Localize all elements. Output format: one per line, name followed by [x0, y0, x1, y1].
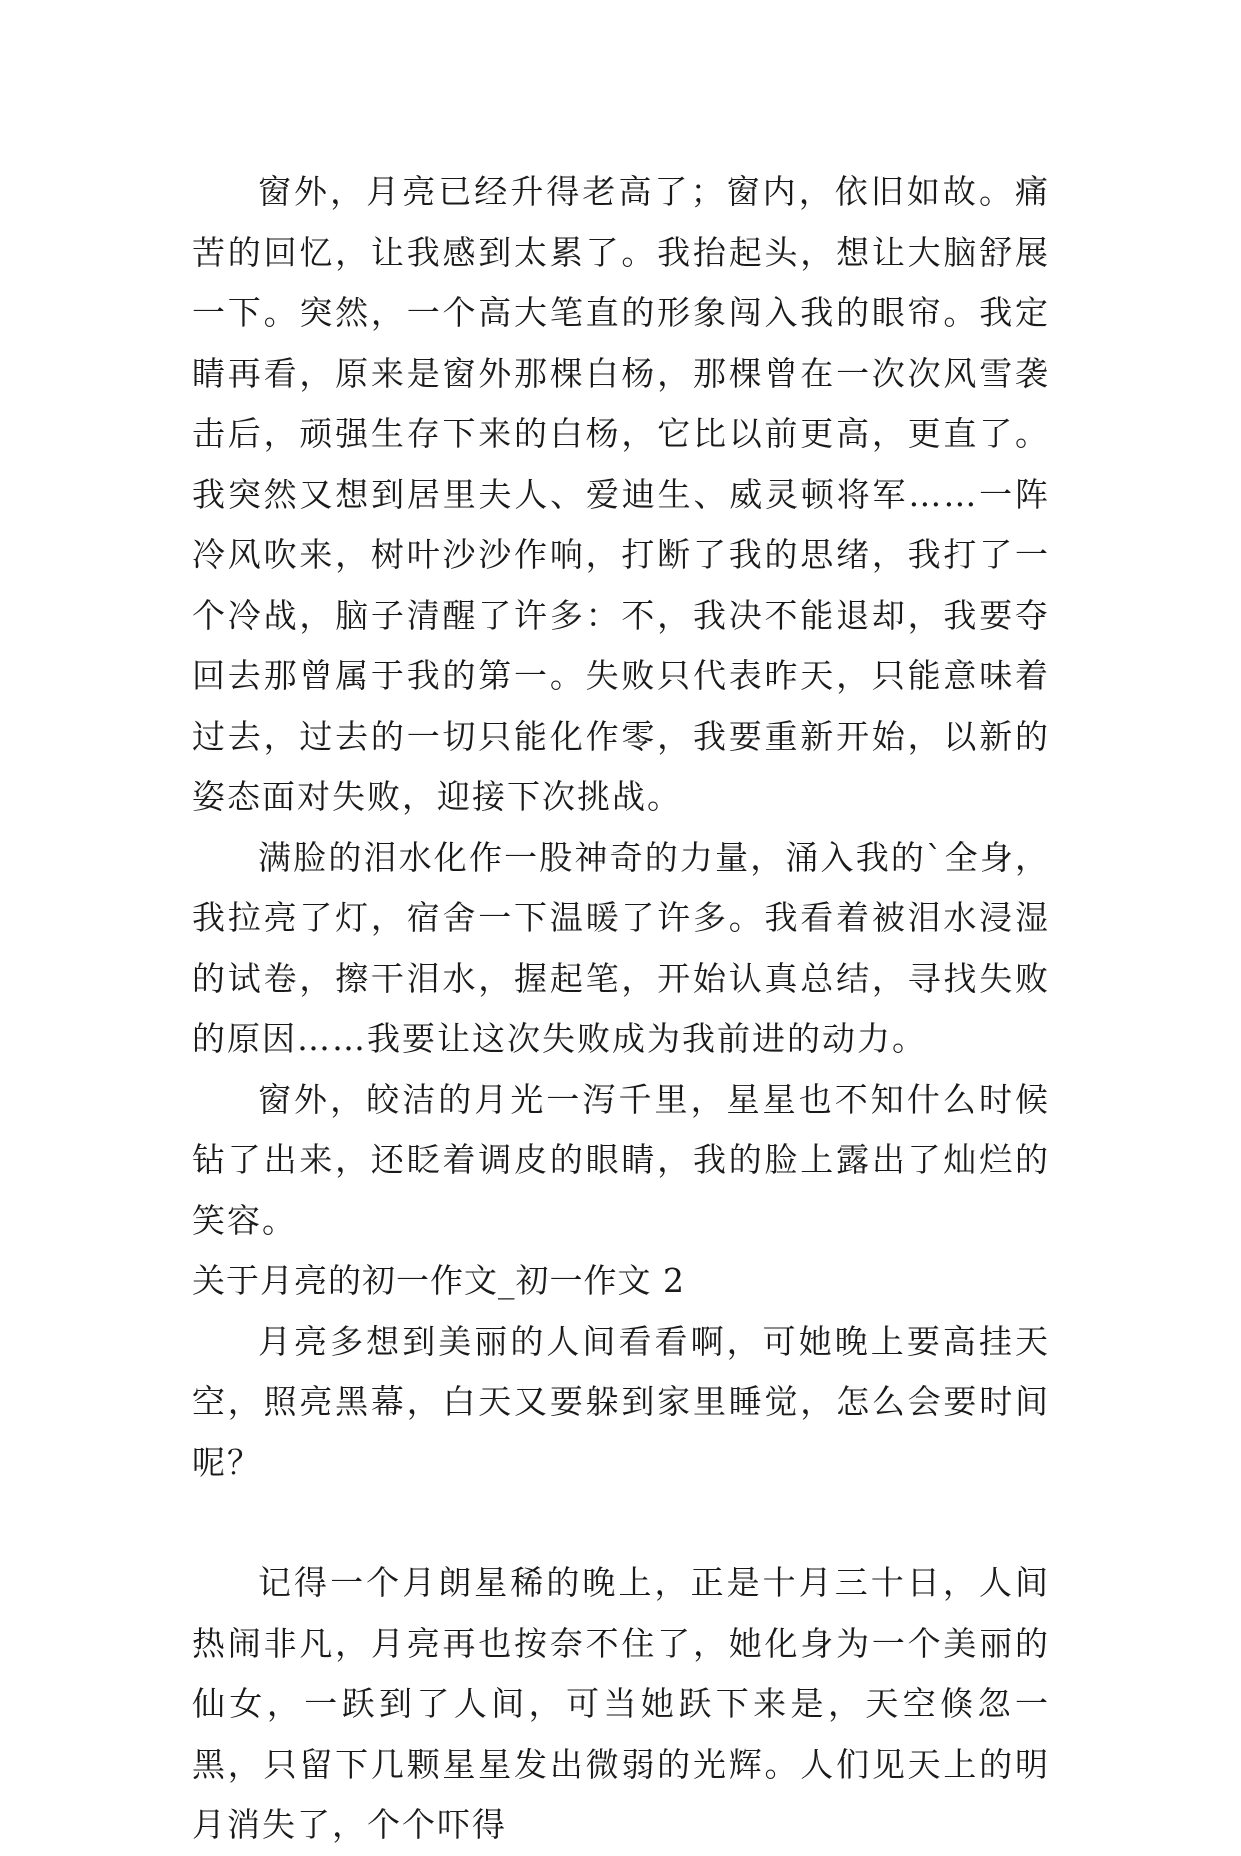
- paragraph-tears-power: 满脸的泪水化作一股神奇的力量，涌入我的`全身，我拉亮了灯，宿舍一下温暖了许多。我看着被泪水浸湿的试卷，擦干泪水，握起笔，开始认真总结，寻找失败的原因……我要让这次失败成为我前进的动力。: [192, 837, 1050, 1058]
- blank-line: [192, 1493, 1050, 1553]
- section-heading: 关于月亮的初一作文_初一作文 2: [192, 1261, 685, 1300]
- paragraph-moonlight: 窗外，皎洁的月光一泻千里，星星也不知什么时候钻了出来，还眨着调皮的眼睛，我的脸上露出了灿烂的笑容。: [192, 1079, 1050, 1240]
- document-body: [192, 162, 1050, 1856]
- paragraph-moon-wish: 月亮多想到美丽的人间看看啊，可她晚上要高挂天空，照亮黑幕，白天又要躲到家里睡觉，怎么会要时间呢？: [192, 1321, 1050, 1482]
- paragraph-window-outside: 窗外，月亮已经升得老高了；窗内，依旧如故。痛苦的回忆，让我感到太累了。我抬起头，想让大脑舒展一下。突然，一个高大笔直的形象闯入我的眼帘。我定睛再看，原来是窗外那棵白杨，那棵曾在一次次风雪袭击后，顽强生存下来的白杨，它比以前更高，更直了。我突然又想到居里夫人、爱迪生、威灵顿将军……一阵冷风吹来，树叶沙沙作响，打断了我的思绪，我打了一个冷战，脑子清醒了许多：不，我决不能退却，我要夺回去那曾属于我的第一。失败只代表昨天，只能意味着过去，过去的一切只能化作零，我要重新开始，以新的姿态面对失败，迎接下次挑战。: [192, 172, 1050, 816]
- paragraph-moon-night: 记得一个月朗星稀的晚上，正是十月三十日，人间热闹非凡，月亮再也按奈不住了，她化身为一个美丽的仙女，一跃到了人间，可当她跃下来是，天空倏忽一黑，只留下几颗星星发出微弱的光辉。人们见天上的明月消失了，个个吓得: [192, 1563, 1050, 1844]
